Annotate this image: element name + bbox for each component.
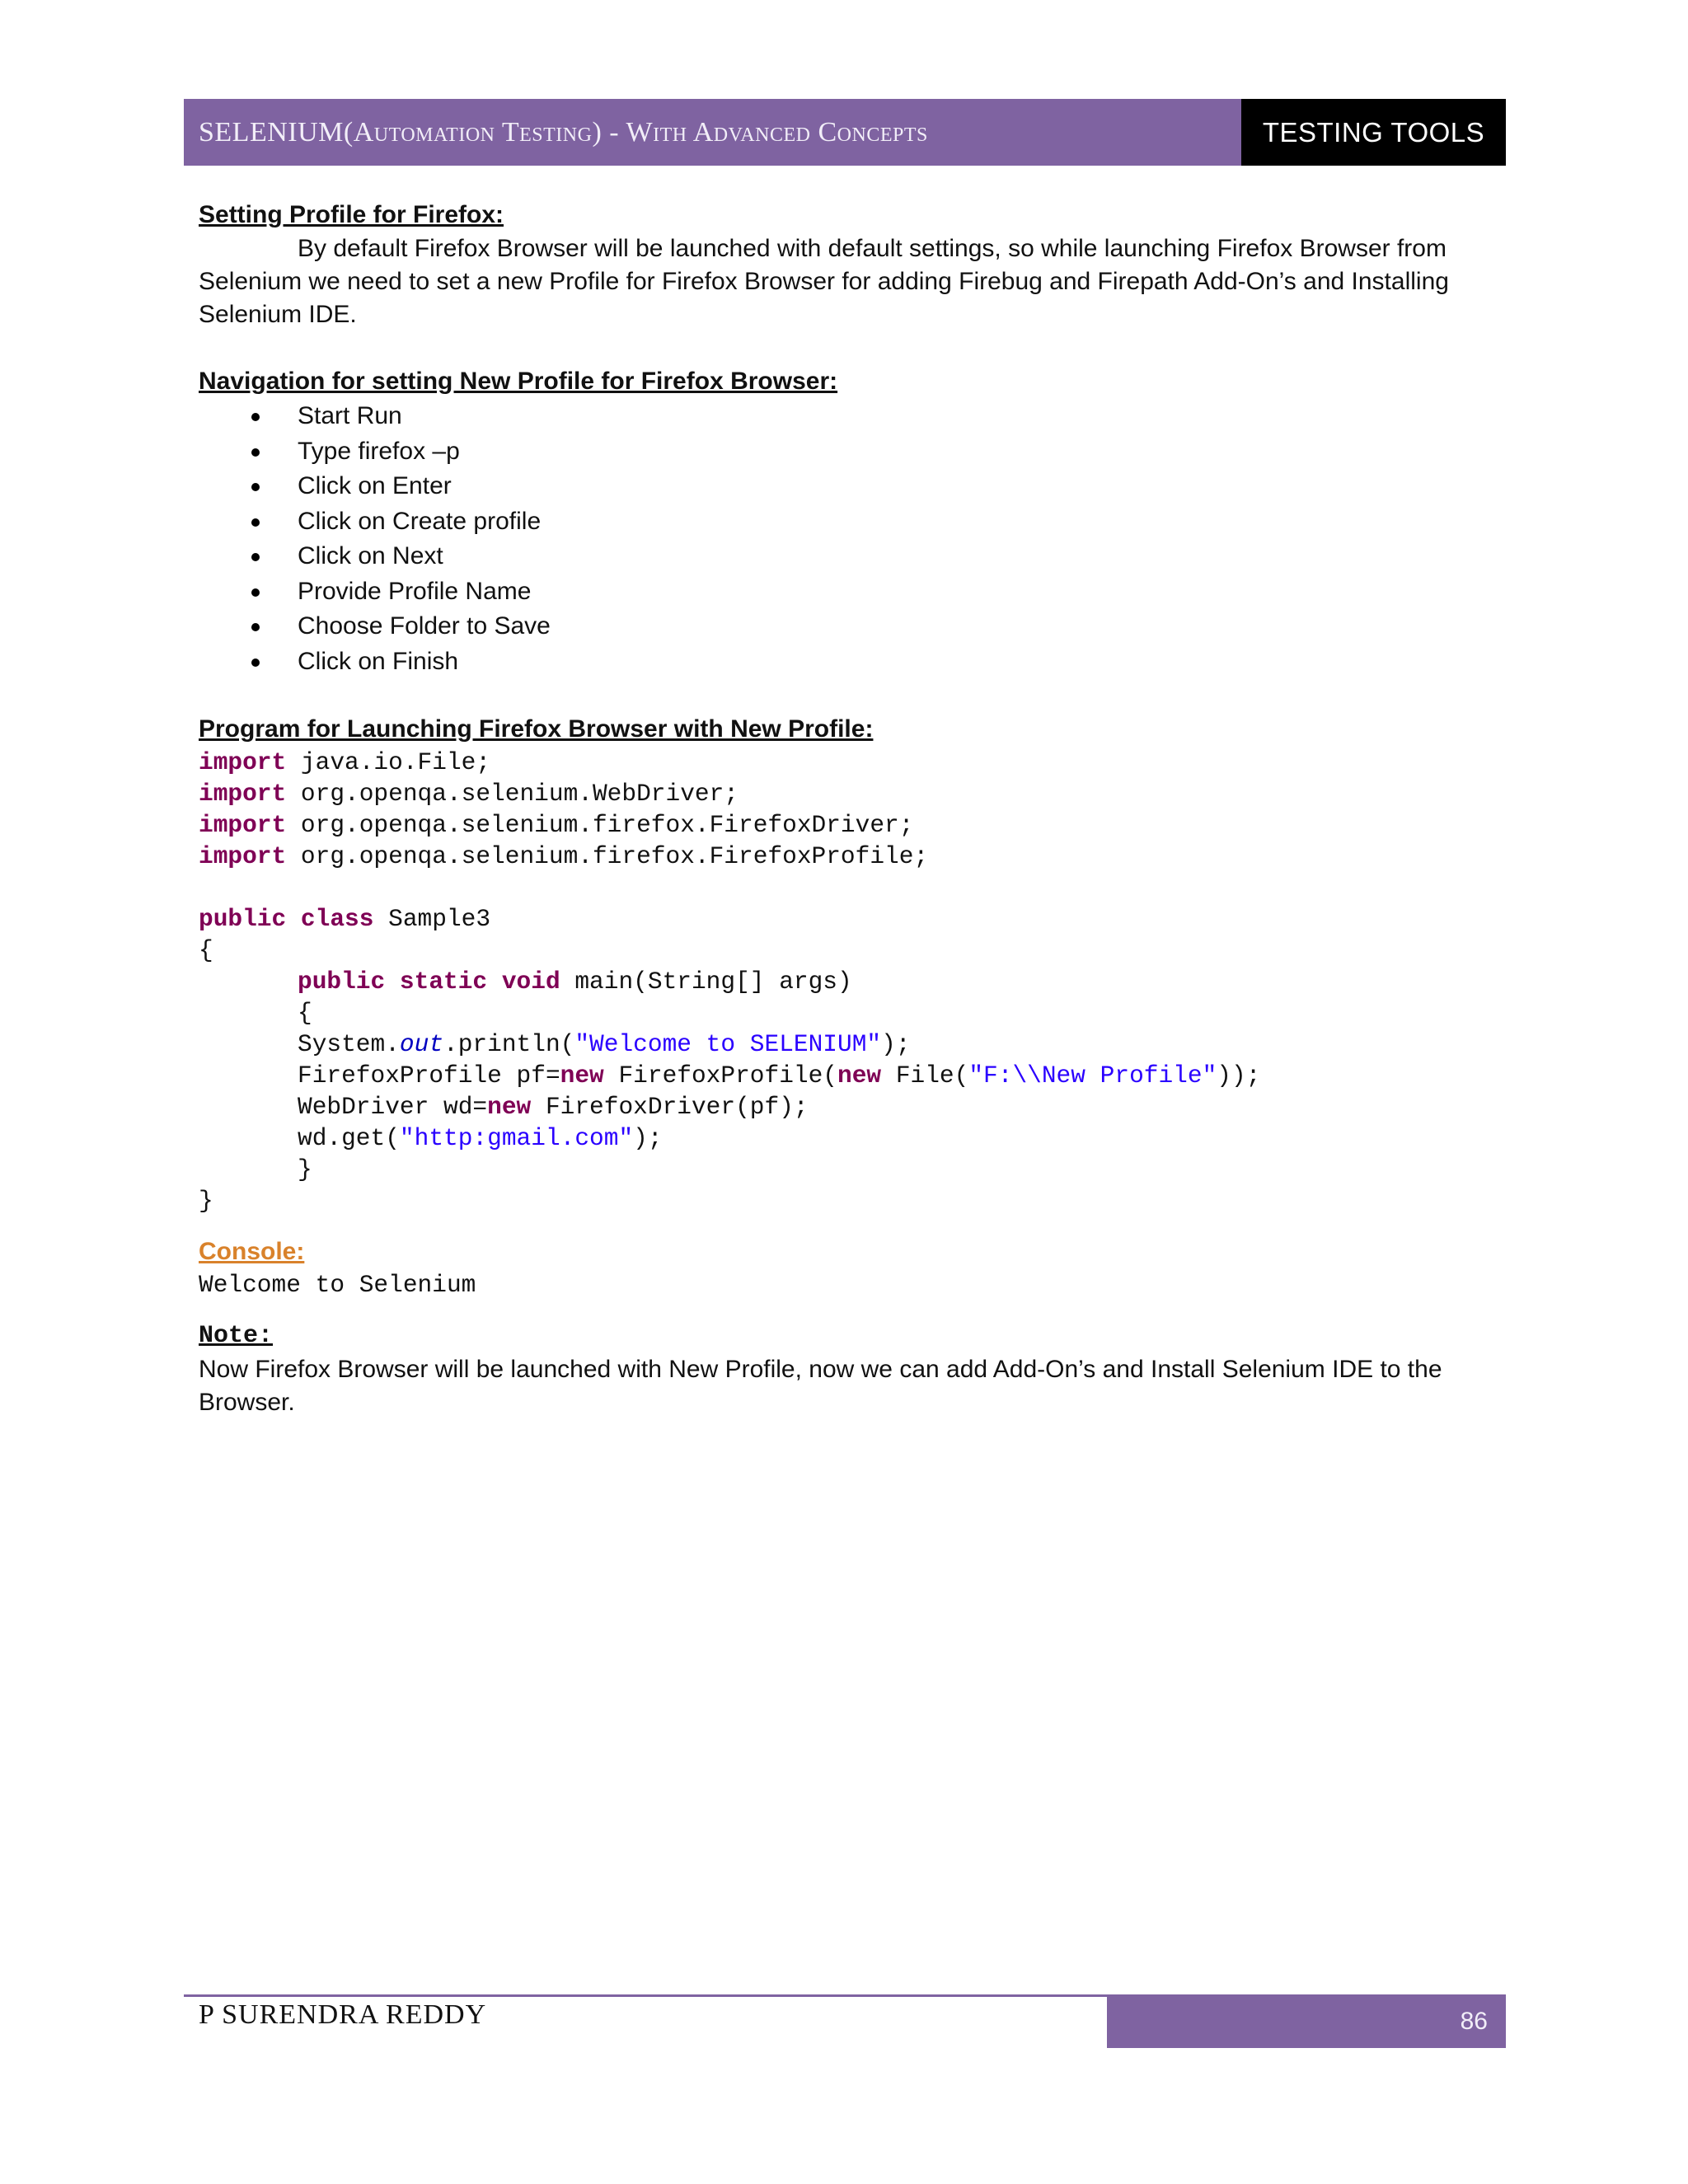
code-line: public class Sample3 xyxy=(199,905,491,933)
console-heading: Console: xyxy=(199,1238,305,1265)
code-line: System.out.println("Welcome to SELENIUM"); xyxy=(298,1030,911,1058)
list-item xyxy=(199,469,1501,504)
note-heading: Note: xyxy=(199,1322,274,1350)
code-line: { xyxy=(199,936,213,964)
list-item xyxy=(199,574,1501,610)
bullet-icon xyxy=(251,553,260,561)
list-item xyxy=(199,539,1501,574)
code-line: } xyxy=(199,1187,213,1215)
bullet-icon xyxy=(251,413,260,421)
section-heading-navigation: Navigation for setting New Profile for Firefox Browser: xyxy=(199,368,838,395)
step-label: Choose Folder to Save xyxy=(298,612,551,640)
footer-divider xyxy=(184,1994,1107,1997)
bullet-icon xyxy=(251,658,260,667)
code-line: { xyxy=(298,999,312,1027)
bullet-icon xyxy=(251,588,260,597)
bullet-icon xyxy=(251,623,260,631)
step-label: Provide Profile Name xyxy=(298,577,532,605)
bullet-icon xyxy=(251,518,260,527)
step-label: Click on Finish xyxy=(298,647,459,675)
list-item xyxy=(199,399,1501,434)
code-line: FirefoxProfile pf=new FirefoxProfile(new File("F:\\New Profile")); xyxy=(298,1062,1261,1090)
page-number: 86 xyxy=(1460,2007,1488,2035)
section-body-setting-profile xyxy=(199,232,1501,331)
section-heading-setting-profile: Setting Profile for Firefox: xyxy=(199,201,504,228)
header-tag: TESTING TOOLS xyxy=(1241,99,1506,166)
code-line: } xyxy=(298,1155,312,1183)
page-header xyxy=(184,99,1506,166)
header-title-main: SELENIUM xyxy=(199,116,344,148)
step-label: Click on Create profile xyxy=(298,507,542,535)
list-item xyxy=(199,504,1501,540)
footer-page-number-bar xyxy=(1107,1994,1506,2048)
step-label: Click on Next xyxy=(298,542,443,569)
page-footer xyxy=(184,1994,1506,2048)
console-output: Welcome to Selenium xyxy=(199,1271,476,1299)
navigation-steps-list xyxy=(199,399,1501,679)
code-line: import org.openqa.selenium.firefox.FirefoxProfile; xyxy=(199,842,929,870)
step-label: Type firefox –p xyxy=(298,437,460,465)
code-line: WebDriver wd=new FirefoxDriver(pf); xyxy=(298,1093,809,1121)
code-blank-line xyxy=(199,872,1501,903)
header-title-sub: (Automation Testing) - With Advanced Concepts xyxy=(343,116,928,148)
bullet-icon xyxy=(251,448,260,457)
step-label: Click on Enter xyxy=(298,472,452,499)
code-line: wd.get("http:gmail.com"); xyxy=(298,1124,663,1152)
code-line: public static void main(String[] args) xyxy=(298,968,852,996)
list-item xyxy=(199,609,1501,644)
note-body: Now Firefox Browser will be launched with New Profile, now we can add Add-On’s and Install Selenium IDE to the Browser. xyxy=(199,1356,1442,1416)
code-block xyxy=(199,747,1501,1216)
footer-author: P SURENDRA REDDY xyxy=(199,1999,487,2030)
code-line: import org.openqa.selenium.WebDriver; xyxy=(199,780,739,808)
header-title xyxy=(184,99,1241,166)
list-item xyxy=(199,644,1501,680)
section-heading-program: Program for Launching Firefox Browser with New Profile: xyxy=(199,715,874,743)
step-label: Start Run xyxy=(298,402,402,429)
list-item xyxy=(199,434,1501,470)
section-body-text: By default Firefox Browser will be launched with default settings, so while launching Firefox Browser from Selenium we need to set a new Profile for Firefox Browser for adding Firebug and Firepath Add-On’s and Installing Selenium IDE. xyxy=(199,235,1449,328)
code-line: import java.io.File; xyxy=(199,748,491,776)
code-line: import org.openqa.selenium.firefox.FirefoxDriver; xyxy=(199,811,914,839)
page-content xyxy=(199,198,1501,1419)
bullet-icon xyxy=(251,483,260,491)
